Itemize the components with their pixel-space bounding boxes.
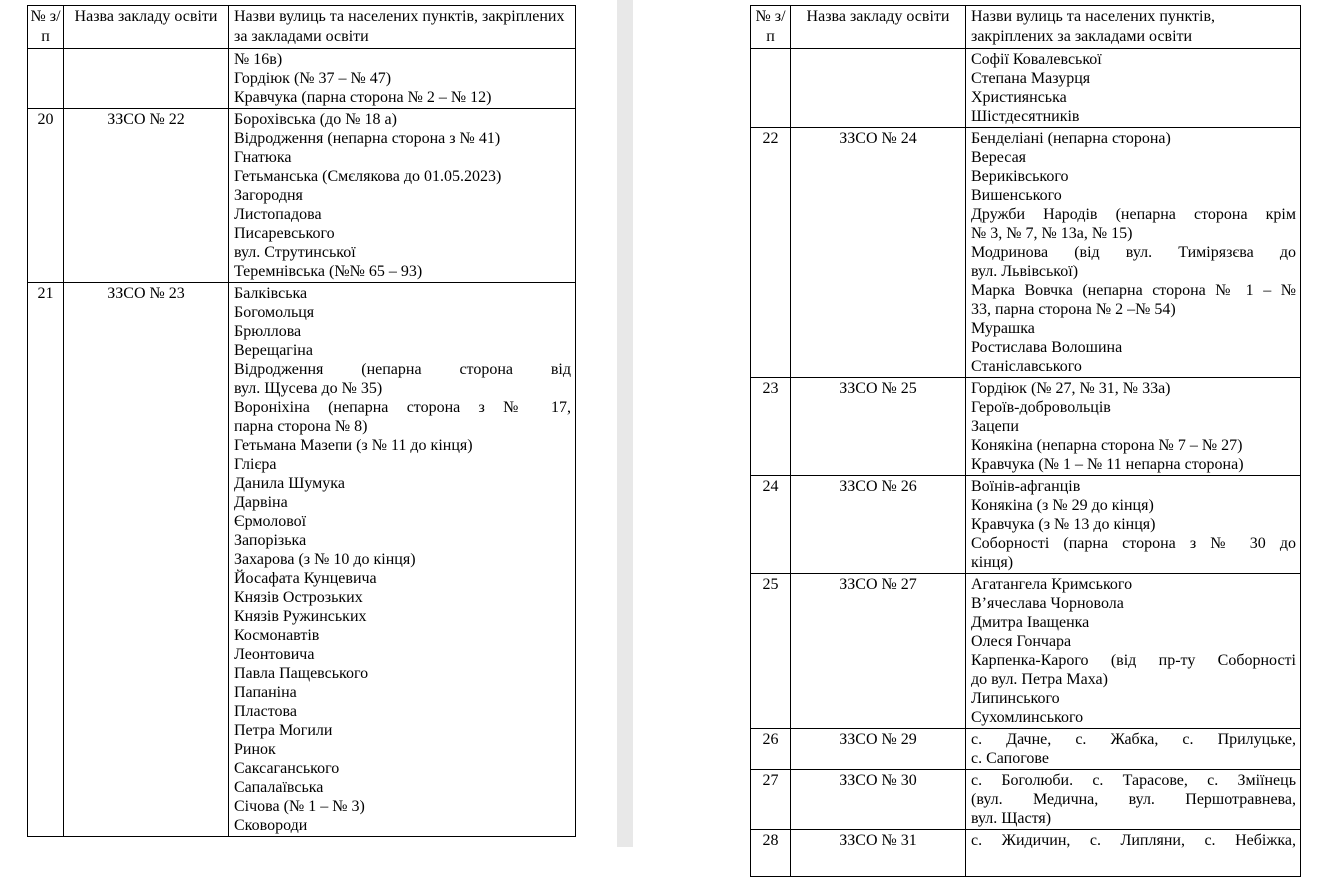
street-line: Софії Ковалевської [971, 51, 1102, 68]
header-cell-streets: Назви вулиць та населених пунктів, закріплених за закладами освіти [229, 6, 576, 49]
row-number-cell [28, 49, 64, 109]
street-line: Відродження (непарна сторона з № 41) [234, 130, 501, 147]
header-cell-school-name: Назва закладу освіти [64, 6, 229, 49]
street-line: до вул. Петра Маха) [971, 671, 1108, 688]
table-row [751, 770, 1301, 830]
streets-cell [966, 729, 1301, 770]
school-name-cell: ЗЗСО № 30 [791, 770, 966, 830]
street-line: Борохівська (до № 18 а) [234, 111, 397, 128]
street-line: Дружби Народів (непарна сторона крім [971, 206, 1296, 223]
street-line: Вересая [971, 149, 1027, 166]
row-number-cell: 21 [28, 283, 64, 837]
street-line: Гордіюк (№ 27, № 31, № 33а) [971, 380, 1171, 397]
school-name-cell: ЗЗСО № 31 [791, 830, 966, 877]
row-number-cell: 24 [751, 476, 791, 574]
school-name-cell: ЗЗСО № 22 [64, 109, 229, 283]
street-line: Богомольця [234, 304, 315, 321]
streets-cell [966, 49, 1301, 128]
row-number-cell: 22 [751, 128, 791, 378]
school-name-cell [64, 49, 229, 109]
streets-cell [966, 128, 1301, 378]
school-name-cell: ЗЗСО № 23 [64, 283, 229, 837]
street-line: Гордіюк (№ 37 – № 47) [234, 70, 392, 87]
street-line: с. Боголюби. с. Тарасове, с. Зміїнець [971, 772, 1296, 789]
streets-cell [966, 770, 1301, 830]
street-line: парна сторона № 8) [234, 418, 368, 435]
streets-cell [966, 476, 1301, 574]
street-line: Сухомлинського [971, 709, 1084, 726]
street-line: (вул. Медична, вул. Першотравнева, [971, 791, 1296, 808]
header-cell-streets: Назви вулиць та населених пунктів, закріплених за закладами освіти [966, 6, 1301, 49]
header-cell-school-name: Назва закладу освіти [791, 6, 966, 49]
row-number-cell: 26 [751, 729, 791, 770]
street-line: Вороніхіна (непарна сторона з № 17, [234, 399, 571, 416]
street-line: № 16в) [234, 51, 283, 68]
street-line: Дмитра Іващенка [971, 614, 1090, 631]
street-line: Брюллова [234, 323, 302, 340]
street-line: 33, парна сторона № 2 –№ 54) [971, 301, 1176, 318]
street-line: Данила Шумука [234, 475, 345, 492]
street-line: Вериківського [971, 168, 1069, 185]
street-line: Гнатюка [234, 149, 292, 166]
street-line: Гетьмана Мазепи (з № 11 до кінця) [234, 437, 473, 454]
row-number-cell: 23 [751, 378, 791, 476]
header-cell-number: № з/п [28, 6, 64, 49]
streets-cell [229, 49, 576, 109]
street-line: вул. Щусева до № 35) [234, 380, 383, 397]
street-line: Карпенка-Карого (від пр-ту Соборності [971, 652, 1296, 669]
street-line: Олеся Гончара [971, 633, 1072, 650]
streets-cell [229, 109, 576, 283]
street-line: Сковороди [234, 817, 308, 834]
table-header-row [28, 6, 576, 49]
street-line: Папаніна [234, 684, 297, 701]
school-name-cell: ЗЗСО № 25 [791, 378, 966, 476]
document-page-right [750, 5, 1300, 877]
table-row [28, 49, 576, 109]
street-line: с. Жидичин, с. Липляни, с. Небіжка, [971, 832, 1296, 849]
street-line: Степана Мазурця [971, 70, 1091, 87]
street-line: с. Сапогове [971, 750, 1049, 767]
school-name-cell [791, 49, 966, 128]
street-line: Глієра [234, 456, 277, 473]
street-line: Петра Могили [234, 722, 333, 739]
street-line: Марка Вовчка (непарна сторона № 1 – № [971, 282, 1296, 299]
street-line: Загородня [234, 187, 303, 204]
street-line: Леонтовича [234, 646, 315, 663]
row-number-cell [751, 49, 791, 128]
street-line: Січова (№ 1 – № 3) [234, 798, 365, 815]
row-number-cell: 20 [28, 109, 64, 283]
street-line: Ростислава Волошина [971, 339, 1123, 356]
street-line: Саксаганського [234, 760, 340, 777]
street-line: кінця) [971, 554, 1014, 571]
street-line: № 3, № 7, № 13а, № 15) [971, 225, 1133, 242]
street-line: Князів Острозьких [234, 589, 363, 606]
school-street-assignment-table [27, 5, 576, 837]
street-line: В’ячеслава Чорновола [971, 595, 1124, 612]
street-line: вул. Львівської) [971, 263, 1079, 280]
street-line: Дарвіна [234, 494, 288, 511]
document-page-left [27, 5, 575, 837]
street-line: Соборності (парна сторона з № 30 до [971, 535, 1296, 552]
street-line: Запорізька [234, 532, 307, 549]
streets-cell [966, 574, 1301, 729]
table-header-row [751, 6, 1301, 49]
table-row [28, 109, 576, 283]
street-line: Героїв-добровольців [971, 399, 1111, 416]
street-line: Листопадова [234, 206, 322, 223]
street-line: Сапалаївська [234, 779, 324, 796]
street-line: Бенделіані (непарна сторона) [971, 130, 1171, 147]
street-line: Конякіна (з № 29 до кінця) [971, 497, 1154, 514]
street-line: Модринова (від вул. Тимірязєва до [971, 244, 1296, 261]
row-number-cell: 25 [751, 574, 791, 729]
table-row [751, 729, 1301, 770]
table-row [751, 830, 1301, 877]
table-row [751, 476, 1301, 574]
row-number-cell: 28 [751, 830, 791, 877]
street-line: Воїнів-афганців [971, 478, 1081, 495]
school-name-cell: ЗЗСО № 24 [791, 128, 966, 378]
table-row [28, 283, 576, 837]
street-line: Кравчука (парна сторона № 2 – № 12) [234, 89, 492, 106]
row-number-cell: 27 [751, 770, 791, 830]
table-row [751, 128, 1301, 378]
school-street-assignment-table [750, 5, 1301, 877]
street-line: Ринок [234, 741, 276, 758]
street-line: Балківська [234, 285, 308, 302]
streets-cell [966, 378, 1301, 476]
street-line: Космонавтів [234, 627, 320, 644]
street-line: Пластова [234, 703, 297, 720]
street-line: Липинського [971, 690, 1060, 707]
table-row [751, 574, 1301, 729]
school-name-cell: ЗЗСО № 29 [791, 729, 966, 770]
street-line: Теремнівська (№№ 65 – 93) [234, 263, 423, 280]
street-line: Писаревського [234, 225, 335, 242]
street-line: Зацепи [971, 418, 1019, 435]
street-line: Павла Пащевського [234, 665, 369, 682]
school-name-cell: ЗЗСО № 27 [791, 574, 966, 729]
street-line: Мурашка [971, 320, 1035, 337]
page-gap-divider [617, 0, 633, 847]
street-line: Князів Ружинських [234, 608, 367, 625]
street-line: Кравчука (№ 1 – № 11 непарна сторона) [971, 456, 1244, 473]
street-line: вул. Щастя) [971, 810, 1052, 827]
street-line: Станіславського [971, 358, 1082, 375]
street-line: Гетьманська (Смєлякова до 01.05.2023) [234, 168, 502, 185]
street-line: Йосафата Кунцевича [234, 570, 377, 587]
street-line: Вишенського [971, 187, 1062, 204]
street-line: Шістдесятників [971, 108, 1080, 125]
street-line: Християнська [971, 89, 1067, 106]
street-line: Відродження (непарна сторона від [234, 361, 571, 378]
street-line: с. Дачне, с. Жабка, с. Прилуцьке, [971, 731, 1296, 748]
street-line: Захарова (з № 10 до кінця) [234, 551, 416, 568]
street-line: Єрмолової [234, 513, 307, 530]
streets-cell [966, 830, 1301, 877]
school-name-cell: ЗЗСО № 26 [791, 476, 966, 574]
streets-cell [229, 283, 576, 837]
table-row [751, 378, 1301, 476]
street-line: Кравчука (з № 13 до кінця) [971, 516, 1156, 533]
street-line: Агатангела Кримського [971, 576, 1133, 593]
header-cell-number: № з/п [751, 6, 791, 49]
street-line: Конякіна (непарна сторона № 7 – № 27) [971, 437, 1243, 454]
street-line: Верещагіна [234, 342, 313, 359]
street-line: вул. Струтинської [234, 244, 356, 261]
table-row [751, 49, 1301, 128]
